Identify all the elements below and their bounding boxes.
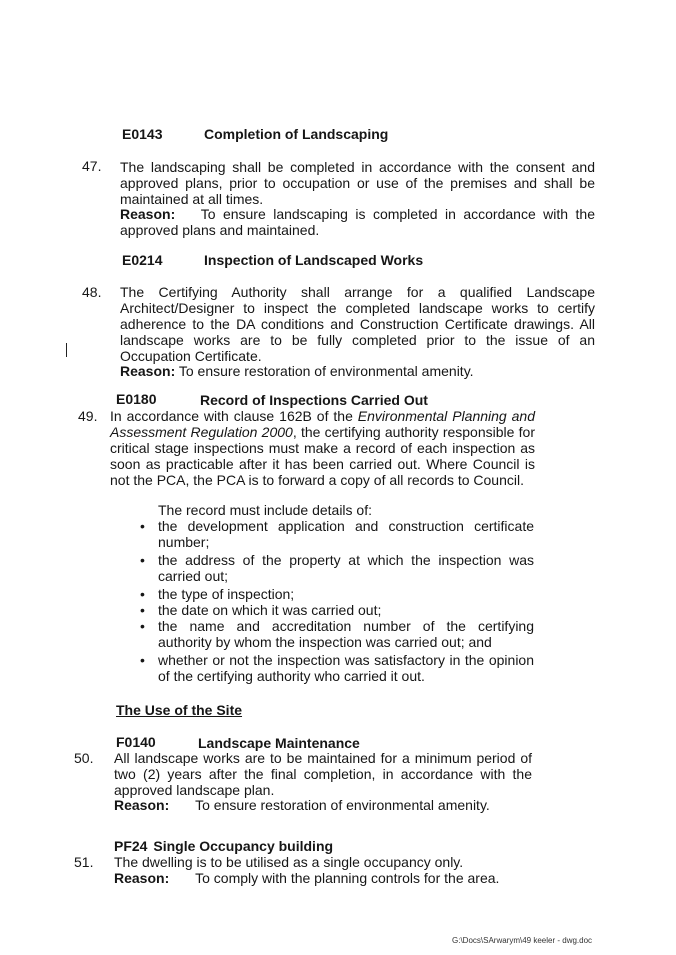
section-heading: The Use of the Site	[116, 702, 243, 718]
condition-body: The dwelling is to be utilised as a single occupancy only.	[114, 854, 464, 870]
reason-label: Reason:	[120, 363, 176, 379]
condition-number: 51.	[74, 854, 94, 870]
bullet-icon: •	[140, 602, 145, 618]
condition-reason	[120, 363, 595, 379]
list-item-text: the name and accreditation number of the certifying authority by whom the inspection was carried out; and	[158, 618, 534, 650]
condition-code: PF24	[114, 838, 148, 854]
list-item	[136, 602, 534, 618]
reason-text: To ensure restoration of environmental amenity.	[178, 363, 474, 379]
condition-code: E0143	[122, 126, 163, 142]
list-item-text: the address of the property at which the inspection was carried out;	[158, 552, 534, 584]
bullet-icon: •	[140, 518, 145, 534]
condition-body: The landscaping shall be completed in accordance with the consent and approved plans, prior to occupation or use of the premises and shall be maintained at all times.	[120, 159, 595, 207]
condition-number: 49.	[78, 408, 98, 424]
list-item-text: the date on which it was carried out;	[158, 602, 382, 618]
condition-code: E0180	[116, 391, 157, 407]
list-item	[136, 552, 534, 584]
condition-reason	[114, 870, 534, 886]
condition-number: 50.	[74, 750, 94, 766]
reason-text: To comply with the planning controls for the area.	[195, 870, 500, 886]
condition-reason	[114, 797, 532, 813]
list-item	[136, 652, 534, 684]
condition-title: Completion of Landscaping	[204, 126, 389, 142]
condition-code: F0140	[116, 734, 156, 750]
condition-title: Record of Inspections Carried Out	[200, 392, 428, 408]
body-text: In accordance with clause 162B of the	[110, 408, 358, 424]
reason-text: To ensure restoration of environmental amenity.	[195, 797, 490, 813]
margin-mark	[66, 343, 67, 357]
list-item	[136, 518, 534, 550]
condition-title: Landscape Maintenance	[198, 735, 360, 751]
body-text: , the certifying authority responsible for critical stage inspections must make a record of each inspection as soon as practicable after it has been carried out. Where Council is not the PCA, the PCA is to forward a copy of all records to Council.	[110, 424, 535, 488]
condition-title: Inspection of Landscaped Works	[204, 252, 424, 268]
reason-text: To ensure landscaping is completed in accordance with the approved plans and maintained.	[120, 206, 596, 238]
condition-number: 47.	[82, 158, 102, 174]
condition-body: All landscape works are to be maintained for a minimum period of two (2) years after the final completion, in accordance with the approved landscape plan.	[114, 750, 532, 798]
record-details-list	[136, 518, 534, 684]
regulation-title: Environmental Planning and Assessment Regulation 2000	[110, 408, 535, 440]
condition-number: 48.	[82, 284, 102, 300]
condition-code: E0214	[122, 252, 163, 268]
condition-heading-pf24	[114, 838, 333, 854]
condition-title: Single Occupancy building	[153, 838, 334, 854]
reason-label: Reason:	[120, 206, 176, 222]
footer-file-path: G:\Docs\SArwarym\49 keeler - dwg.doc	[452, 936, 593, 945]
record-intro: The record must include details of:	[158, 502, 372, 518]
bullet-icon: •	[140, 586, 145, 602]
bullet-icon: •	[140, 618, 145, 634]
list-item	[136, 618, 534, 650]
condition-body	[110, 408, 535, 488]
list-item-text: the type of inspection;	[158, 586, 295, 602]
list-item-text: whether or not the inspection was satisfactory in the opinion of the certifying authority who carried it out.	[158, 652, 534, 684]
bullet-icon: •	[140, 652, 145, 668]
condition-heading-e0143	[122, 126, 162, 142]
condition-reason	[120, 206, 595, 238]
bullet-icon: •	[140, 552, 145, 568]
list-item	[136, 586, 534, 602]
list-item-text: the development application and construction certificate number;	[158, 518, 534, 550]
reason-label: Reason:	[114, 870, 170, 886]
reason-label: Reason:	[114, 797, 170, 813]
condition-body: The Certifying Authority shall arrange for a qualified Landscape Architect/Designer to inspect the completed landscape works to certify adherence to the DA conditions and Construction Certificate drawings. All landscape works are to be fully completed prior to the issue of an Occupation Certificate.	[120, 284, 595, 364]
